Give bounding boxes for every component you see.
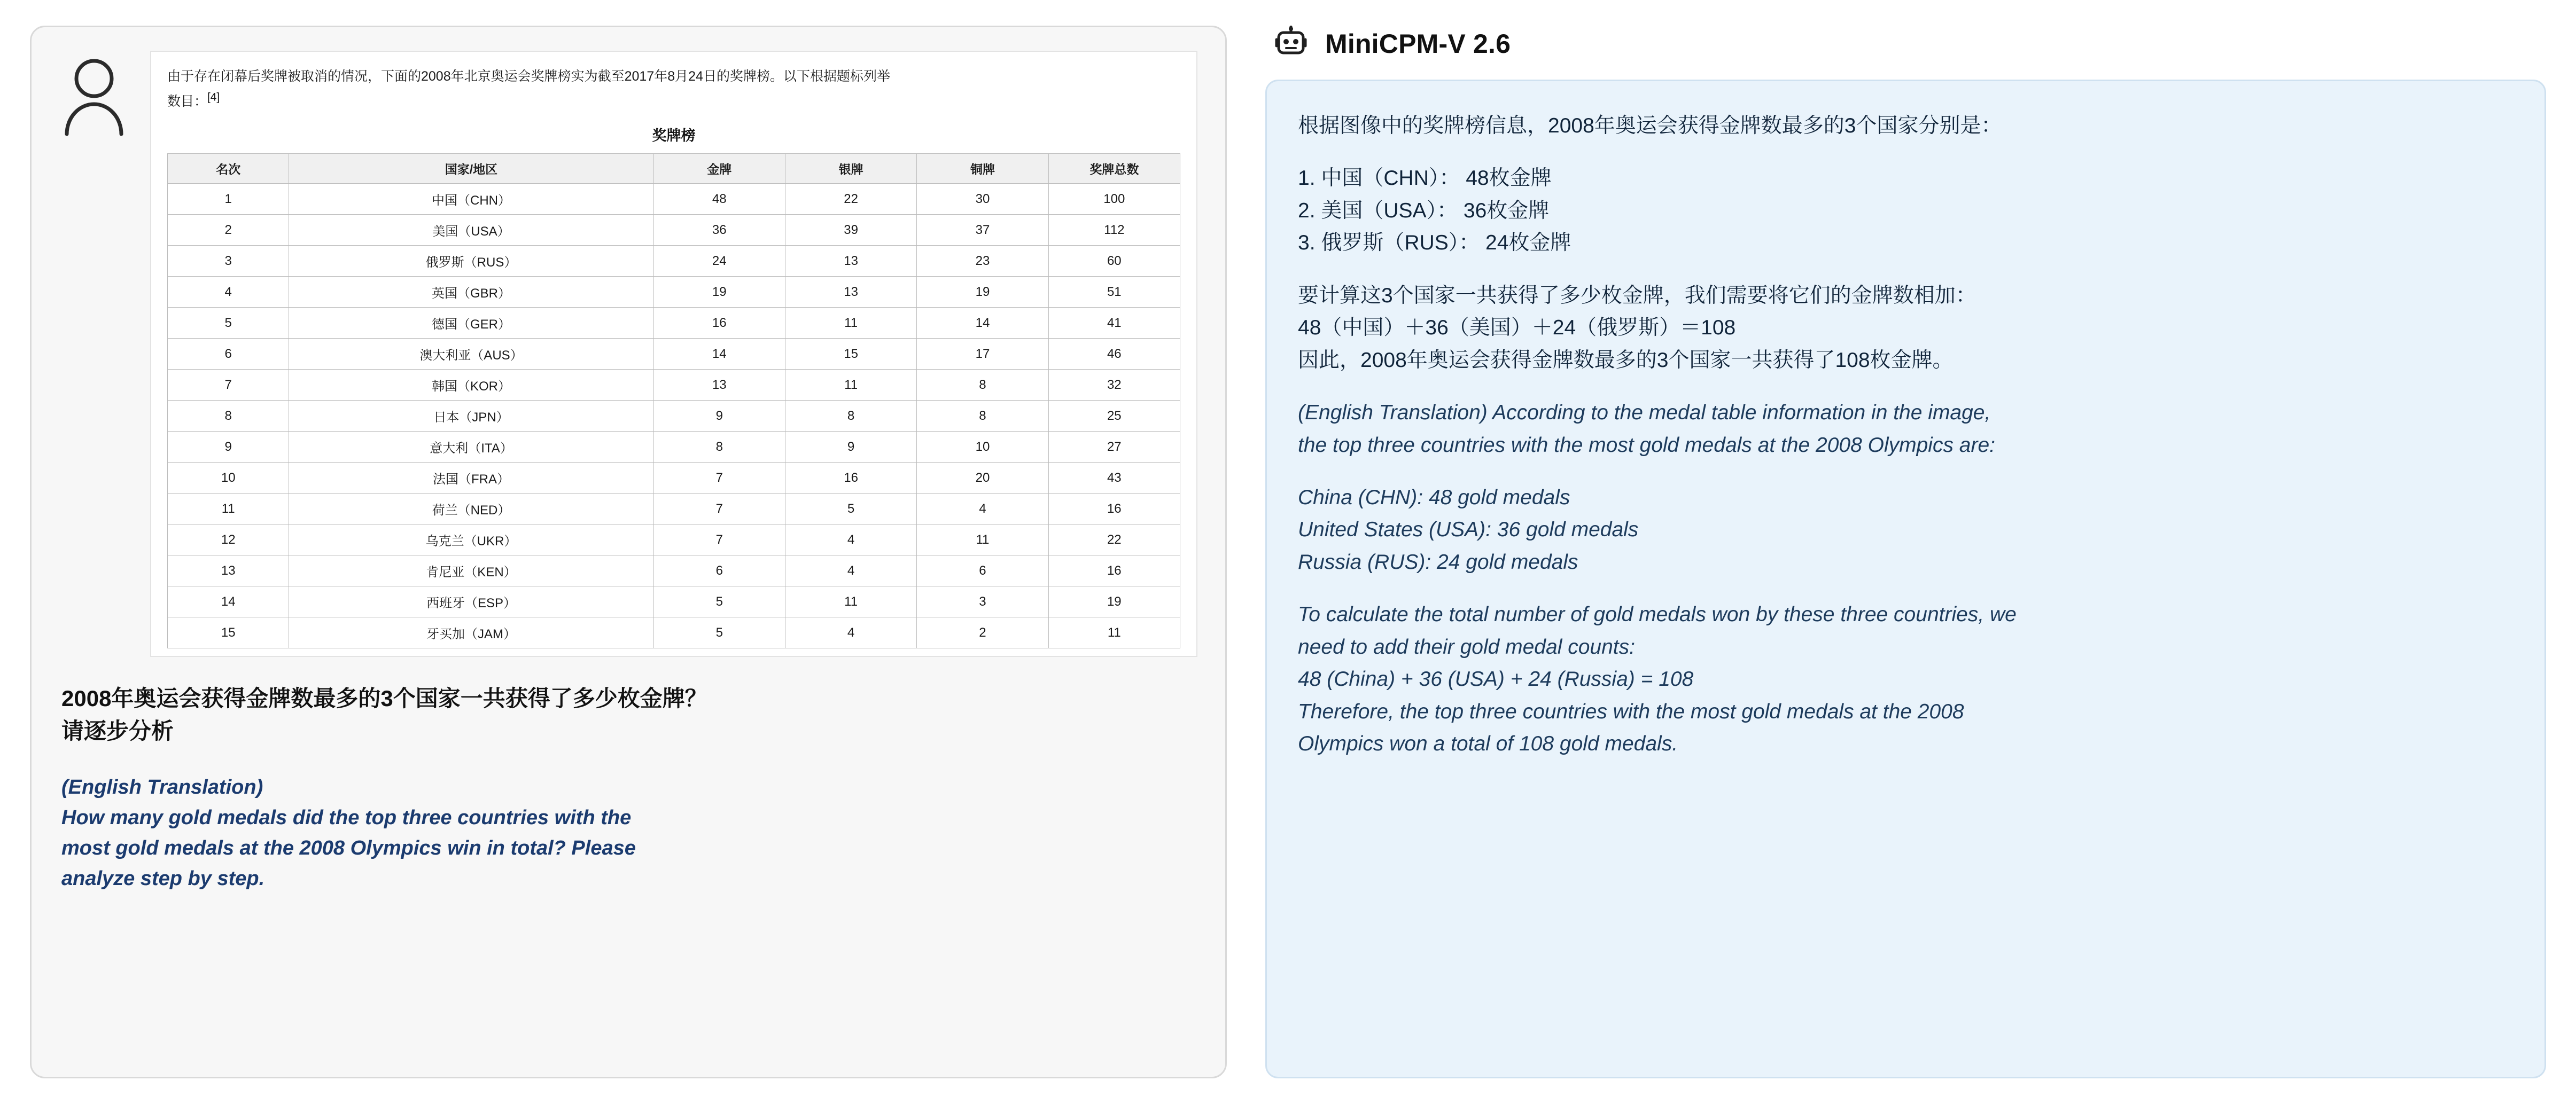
- image-intro-line2-row: [167, 91, 1180, 110]
- table-row: [168, 586, 1180, 617]
- cell-total: 43: [1048, 463, 1180, 494]
- cell-country: 西班牙（ESP）: [289, 586, 653, 617]
- cell-silver: 9: [785, 432, 916, 463]
- cell-silver: 8: [785, 401, 916, 432]
- cell-gold: 8: [653, 432, 785, 463]
- cell-silver: 4: [785, 617, 916, 648]
- cell-rank: 1: [168, 184, 289, 215]
- answer-zh-intro: 根据图像中的奖牌榜信息，2008年奥运会获得金牌数最多的3个国家分别是：: [1298, 114, 2002, 137]
- table-row: [168, 308, 1180, 339]
- cell-rank: 2: [168, 215, 289, 246]
- cell-gold: 7: [653, 463, 785, 494]
- cell-gold: 36: [653, 215, 785, 246]
- answer-en-item: United States (USA): 36 gold medals: [1298, 518, 1639, 542]
- cell-silver: 13: [785, 246, 916, 277]
- cell-gold: 6: [653, 555, 785, 586]
- prompt-zh-line1: 2008年奥运会获得金牌数最多的3个国家一共获得了多少枚金牌？: [61, 686, 707, 711]
- cell-country: 牙买加（JAM）: [289, 617, 653, 648]
- cell-gold: 14: [653, 339, 785, 370]
- cell-bronze: 4: [917, 494, 1048, 524]
- table-row: [168, 401, 1180, 432]
- attached-image: [150, 51, 1197, 657]
- answer-en-item: China (CHN): 48 gold medals: [1298, 486, 1570, 509]
- table-row: [168, 555, 1180, 586]
- cell-gold: 7: [653, 524, 785, 555]
- prompt-zh-line2: 请逐步分析: [61, 718, 174, 744]
- cell-total: 46: [1048, 339, 1180, 370]
- citation-marker[interactable]: [4]: [207, 91, 220, 104]
- cell-total: 112: [1048, 215, 1180, 246]
- cell-gold: 19: [653, 277, 785, 308]
- cell-country: 荷兰（NED）: [289, 494, 653, 524]
- cell-rank: 12: [168, 524, 289, 555]
- cell-bronze: 6: [917, 555, 1048, 586]
- user-row: [59, 51, 1197, 657]
- answer-zh-conclusion: 因此，2008年奥运会获得金牌数最多的3个国家一共获得了108枚金牌。: [1298, 348, 1954, 372]
- cell-gold: 24: [653, 246, 785, 277]
- answer-en-conclusion-line2: Olympics won a total of 108 gold medals.: [1298, 732, 1678, 755]
- cell-gold: 5: [653, 617, 785, 648]
- cell-bronze: 2: [917, 617, 1048, 648]
- assistant-column: [1265, 26, 2546, 1078]
- column-header: 国家/地区: [289, 154, 653, 184]
- cell-total: 22: [1048, 524, 1180, 555]
- cell-bronze: 8: [917, 401, 1048, 432]
- cell-total: 60: [1048, 246, 1180, 277]
- cell-total: 16: [1048, 494, 1180, 524]
- cell-rank: 4: [168, 277, 289, 308]
- prompt-en-line3: analyze step by step.: [61, 867, 265, 890]
- table-row: [168, 184, 1180, 215]
- prompt-en-label: (English Translation): [61, 776, 263, 799]
- cell-total: 27: [1048, 432, 1180, 463]
- cell-rank: 7: [168, 370, 289, 401]
- assistant-answer: [1265, 80, 2546, 1078]
- answer-en-calc-line1: To calculate the total number of gold medals won by these three countries, we: [1298, 603, 2017, 627]
- cell-silver: 15: [785, 339, 916, 370]
- prompt-en-line2: most gold medals at the 2008 Olympics win in total? Please: [61, 837, 636, 860]
- table-row: [168, 432, 1180, 463]
- table-row: [168, 277, 1180, 308]
- cell-bronze: 3: [917, 586, 1048, 617]
- cell-bronze: 10: [917, 432, 1048, 463]
- cell-total: 16: [1048, 555, 1180, 586]
- column-header: 奖牌总数: [1048, 154, 1180, 184]
- user-message-panel: [30, 26, 1227, 1078]
- cell-bronze: 11: [917, 524, 1048, 555]
- cell-gold: 48: [653, 184, 785, 215]
- cell-bronze: 37: [917, 215, 1048, 246]
- cell-bronze: 30: [917, 184, 1048, 215]
- prompt-en-line1: How many gold medals did the top three countries with the: [61, 807, 632, 829]
- cell-bronze: 20: [917, 463, 1048, 494]
- column-header: 铜牌: [917, 154, 1048, 184]
- cell-bronze: 14: [917, 308, 1048, 339]
- answer-zh-calc-intro: 要计算这3个国家一共获得了多少枚金牌，我们需要将它们的金牌数相加：: [1298, 284, 1976, 307]
- cell-gold: 9: [653, 401, 785, 432]
- answer-en: [1298, 397, 2513, 760]
- cell-total: 32: [1048, 370, 1180, 401]
- cell-total: 19: [1048, 586, 1180, 617]
- cell-rank: 14: [168, 586, 289, 617]
- cell-country: 肯尼亚（KEN）: [289, 555, 653, 586]
- answer-en-intro-line1: (English Translation) According to the medal table information in the image,: [1298, 401, 1991, 425]
- cell-silver: 4: [785, 555, 916, 586]
- cell-silver: 11: [785, 370, 916, 401]
- cell-rank: 13: [168, 555, 289, 586]
- cell-rank: 8: [168, 401, 289, 432]
- cell-silver: 39: [785, 215, 916, 246]
- cell-country: 意大利（ITA）: [289, 432, 653, 463]
- cell-silver: 5: [785, 494, 916, 524]
- cell-country: 英国（GBR）: [289, 277, 653, 308]
- answer-zh-calc: 48（中国）＋36（美国）＋24（俄罗斯）＝108: [1298, 316, 1736, 340]
- cell-gold: 16: [653, 308, 785, 339]
- cell-rank: 9: [168, 432, 289, 463]
- cell-rank: 10: [168, 463, 289, 494]
- image-intro-text: [167, 66, 1180, 88]
- cell-country: 俄罗斯（RUS）: [289, 246, 653, 277]
- answer-en-item: Russia (RUS): 24 gold medals: [1298, 550, 1578, 574]
- cell-rank: 15: [168, 617, 289, 648]
- image-intro-line1: 由于存在闭幕后奖牌被取消的情况，下面的2008年北京奥运会奖牌榜实为截至2017年8月24日的奖牌榜。以下根据题标列举: [167, 69, 890, 84]
- cell-gold: 5: [653, 586, 785, 617]
- cell-rank: 3: [168, 246, 289, 277]
- cell-silver: 11: [785, 586, 916, 617]
- cell-total: 51: [1048, 277, 1180, 308]
- prompt-en: [61, 772, 1197, 894]
- cell-silver: 11: [785, 308, 916, 339]
- model-name: MiniCPM-V 2.6: [1325, 28, 1511, 59]
- cell-country: 美国（USA）: [289, 215, 653, 246]
- cell-country: 日本（JPN）: [289, 401, 653, 432]
- cell-silver: 13: [785, 277, 916, 308]
- cell-total: 11: [1048, 617, 1180, 648]
- cell-bronze: 19: [917, 277, 1048, 308]
- table-row: [168, 617, 1180, 648]
- cell-gold: 13: [653, 370, 785, 401]
- cell-bronze: 8: [917, 370, 1048, 401]
- cell-silver: 22: [785, 184, 916, 215]
- cell-rank: 11: [168, 494, 289, 524]
- answer-en-calc-line3: 48 (China) + 36 (USA) + 24 (Russia) = 108: [1298, 668, 1694, 691]
- cell-silver: 16: [785, 463, 916, 494]
- cell-bronze: 17: [917, 339, 1048, 370]
- table-row: [168, 370, 1180, 401]
- user-prompt: [59, 683, 1197, 894]
- column-header: 金牌: [653, 154, 785, 184]
- cell-country: 澳大利亚（AUS）: [289, 339, 653, 370]
- column-header: 名次: [168, 154, 289, 184]
- column-header: 银牌: [785, 154, 916, 184]
- answer-zh-item: 2. 美国（USA）： 36枚金牌: [1298, 199, 1550, 222]
- answer-zh-item: 3. 俄罗斯（RUS）： 24枚金牌: [1298, 231, 1571, 255]
- answer-en-conclusion-line1: Therefore, the top three countries with the most gold medals at the 2008: [1298, 700, 1964, 723]
- cell-total: 41: [1048, 308, 1180, 339]
- table-row: [168, 494, 1180, 524]
- table-row: [168, 246, 1180, 277]
- image-intro-line2: 数目：: [167, 94, 208, 109]
- answer-zh-item: 1. 中国（CHN）： 48枚金牌: [1298, 167, 1552, 190]
- cell-rank: 5: [168, 308, 289, 339]
- table-row: [168, 524, 1180, 555]
- cell-country: 法国（FRA）: [289, 463, 653, 494]
- cell-country: 乌克兰（UKR）: [289, 524, 653, 555]
- answer-en-calc-line2: need to add their gold medal counts:: [1298, 635, 1635, 659]
- table-row: [168, 463, 1180, 494]
- cell-rank: 6: [168, 339, 289, 370]
- user-avatar-icon: [59, 56, 129, 136]
- cell-total: 100: [1048, 184, 1180, 215]
- cell-country: 德国（GER）: [289, 308, 653, 339]
- cell-bronze: 23: [917, 246, 1048, 277]
- table-header-row: [168, 154, 1180, 184]
- model-header: [1265, 26, 2546, 61]
- table-row: [168, 215, 1180, 246]
- medal-table: [167, 153, 1180, 648]
- cell-country: 韩国（KOR）: [289, 370, 653, 401]
- medal-table-title: 奖牌榜: [652, 128, 696, 144]
- cell-country: 中国（CHN）: [289, 184, 653, 215]
- cell-gold: 7: [653, 494, 785, 524]
- avatar: [59, 51, 129, 136]
- robot-icon: [1275, 26, 1307, 61]
- table-row: [168, 339, 1180, 370]
- cell-total: 25: [1048, 401, 1180, 432]
- answer-en-intro-line2: the top three countries with the most gold medals at the 2008 Olympics are:: [1298, 433, 1996, 457]
- cell-silver: 4: [785, 524, 916, 555]
